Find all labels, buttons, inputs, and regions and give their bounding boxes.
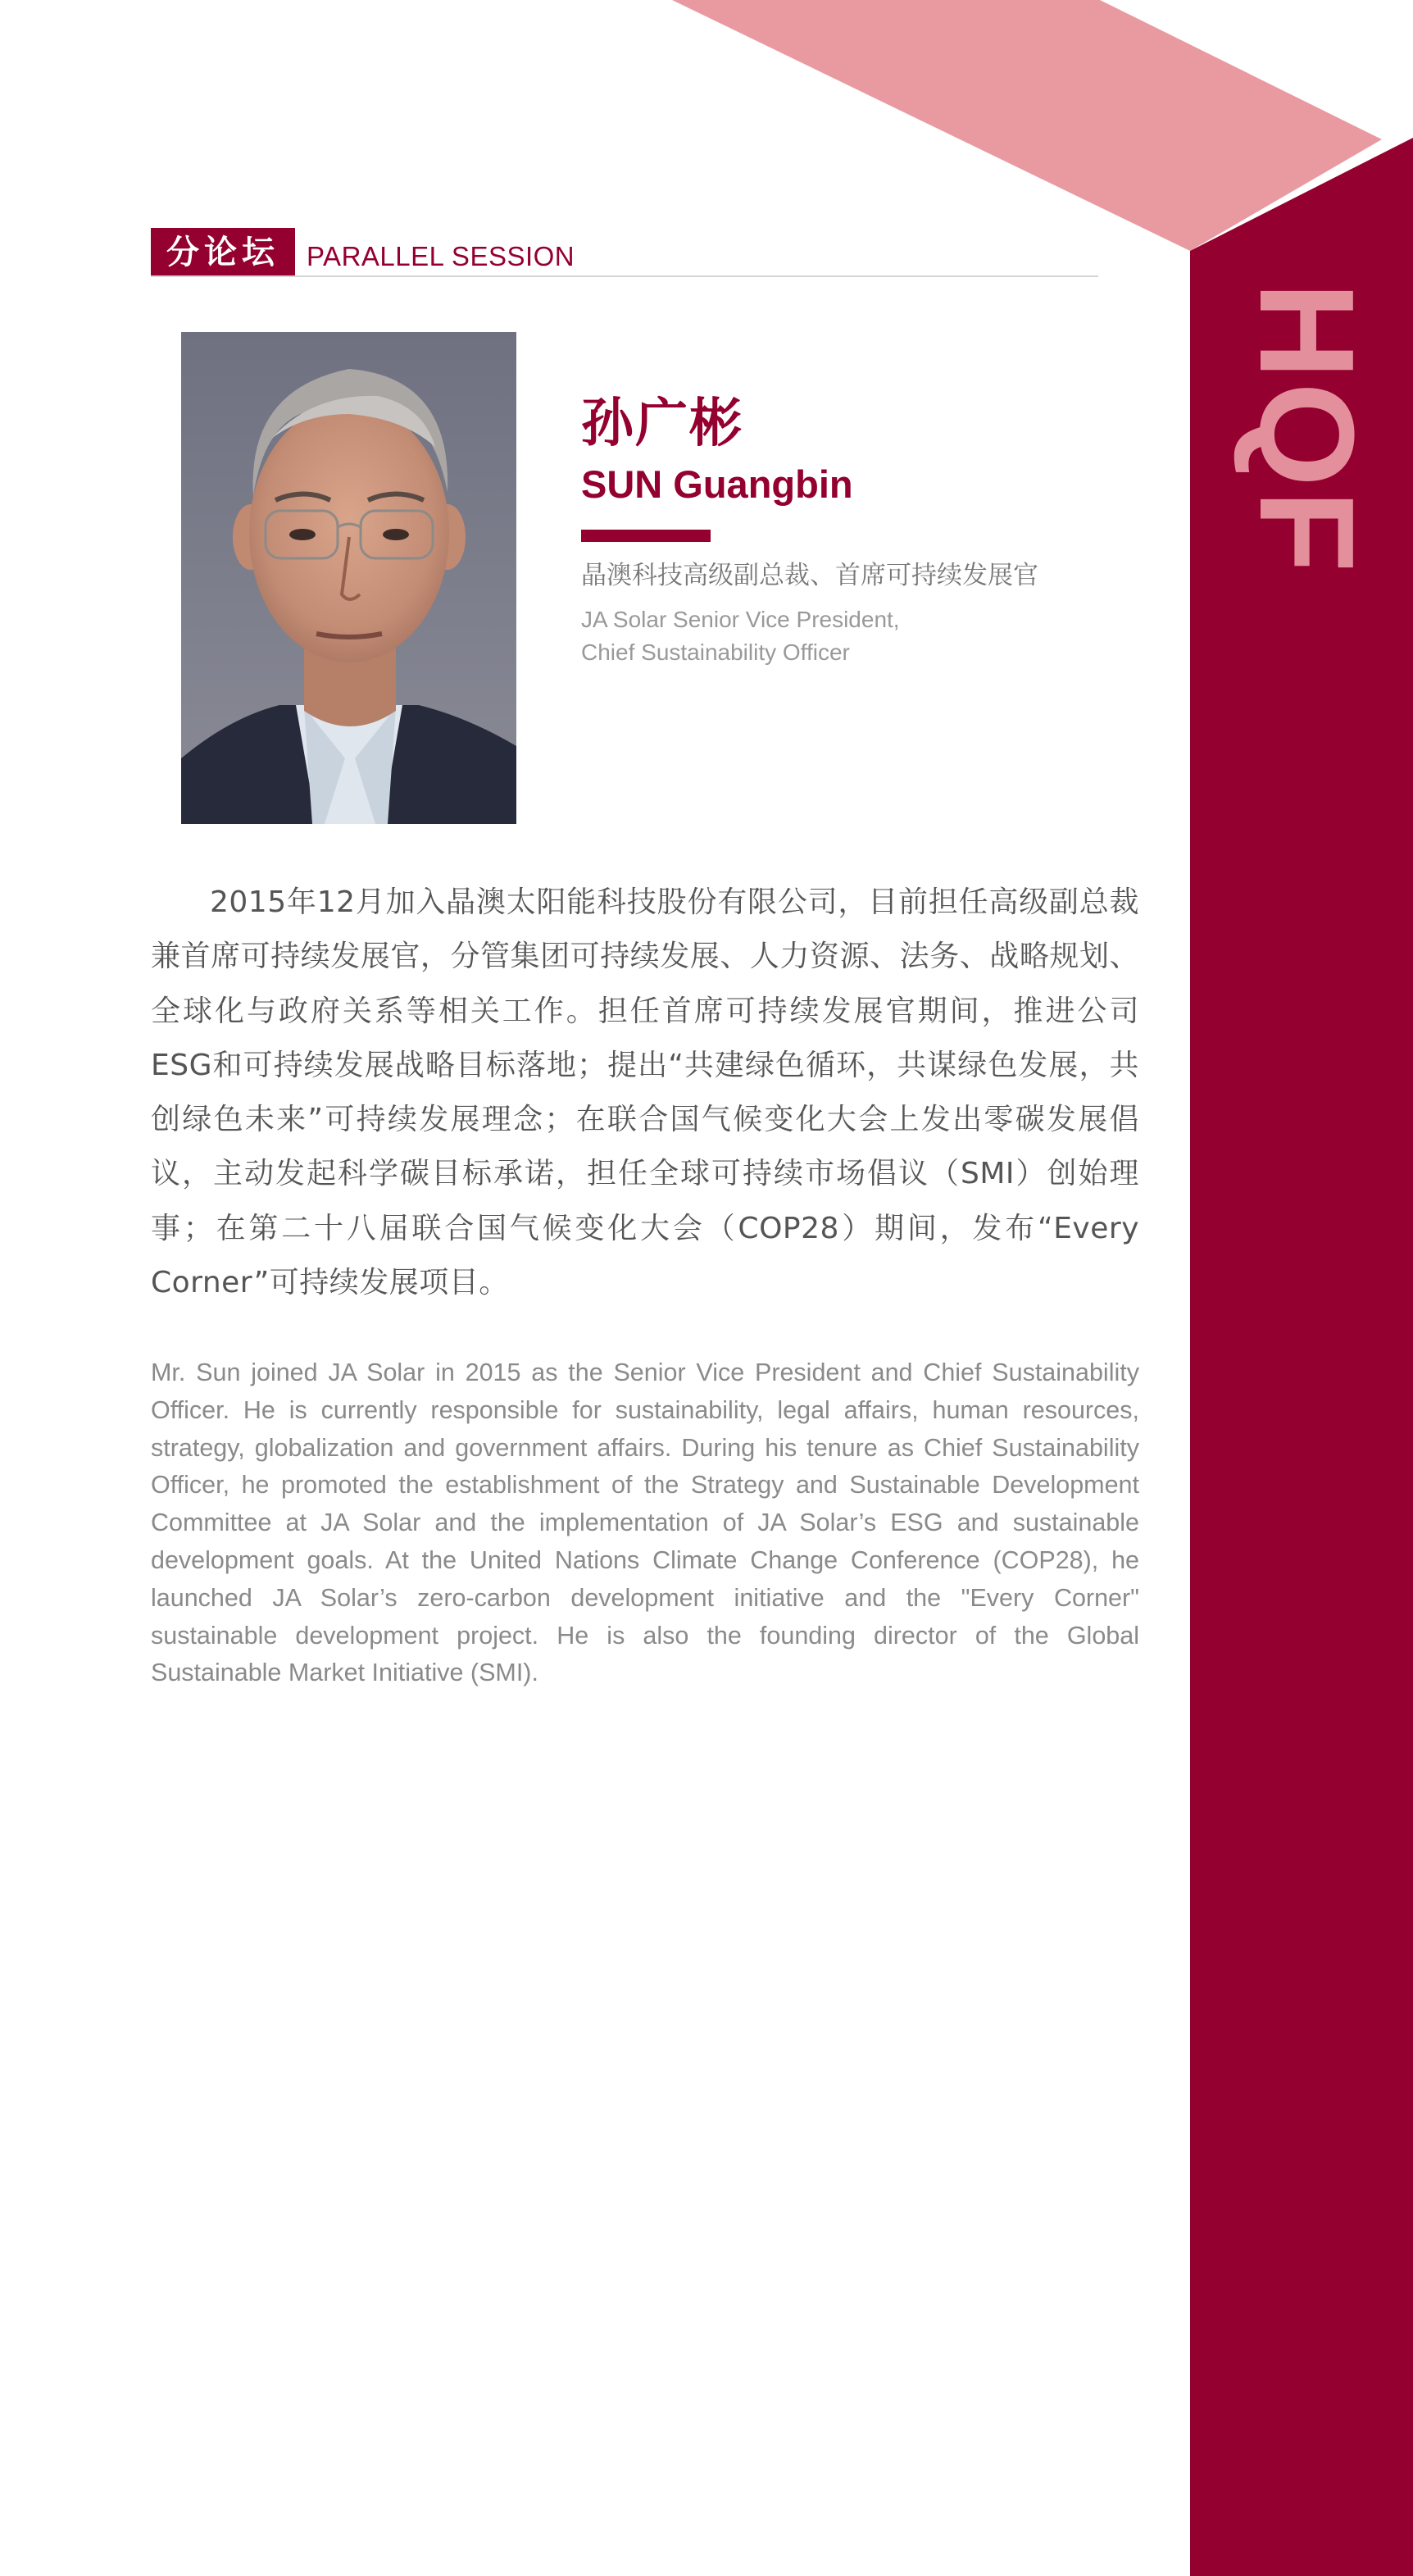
hqf-logo-text (1232, 281, 1382, 576)
speaker-name-cn: 孙广彬 (581, 394, 743, 454)
speaker-photo (181, 332, 516, 824)
speaker-name-en: SUN Guangbin (581, 462, 853, 506)
speaker-title-en-line1: JA Solar Senior Vice President, (581, 607, 900, 632)
name-underline (581, 530, 711, 542)
header-divider (151, 275, 1098, 277)
hqf-text: HQF (1232, 281, 1382, 576)
bio-english: Mr. Sun joined JA Solar in 2015 as the Senior Vice President and Chief Sustainability Officer. He is currently responsible for sustainability, legal affairs, human resources, strategy, globalization and government affairs. During his tenure as Chief Sustainability Officer, he promoted the establishment of the Strategy and Sustainable Development Committee at JA Solar and the implementation of JA Solar’s ESG and sustainable development goals. At the United Nations Climate Change Conference (COP28), he launched JA Solar’s zero-carbon development initiative and the "Every Corner" sustainable development project. He is also the founding director of the Global Sustainable Market Initiative (SMI). (151, 1359, 1139, 1687)
section-badge: 分论坛 (151, 228, 295, 277)
speaker-title-cn: 晶澳科技高级副总裁、首席可持续发展官 (581, 561, 1038, 590)
speaker-title-en (581, 603, 1007, 669)
section-label: PARALLEL SESSION (307, 241, 575, 271)
speaker-title-en-line2: Chief Sustainability Officer (581, 639, 850, 665)
bio-chinese: 2015年12月加入晶澳太阳能科技股份有限公司，目前担任高级副总裁兼首席可持续发展官，分管集团可持续发展、人力资源、法务、战略规划、全球化与政府关系等相关工作。担任首席可持续发展官期间，推进公司ESG和可持续发展战略目标落地；提出“共建绿色循环，共谋绿色发展，共创绿色未来”可持续发展理念；在联合国气候变化大会上发出零碳发展倡议，主动发起科学碳目标承诺，担任全球可持续市场倡议（SMI）创始理事；在第二十八届联合国气候变化大会（COP28）期间，发布“Every Corner”可持续发展项目。 (151, 885, 1139, 1300)
